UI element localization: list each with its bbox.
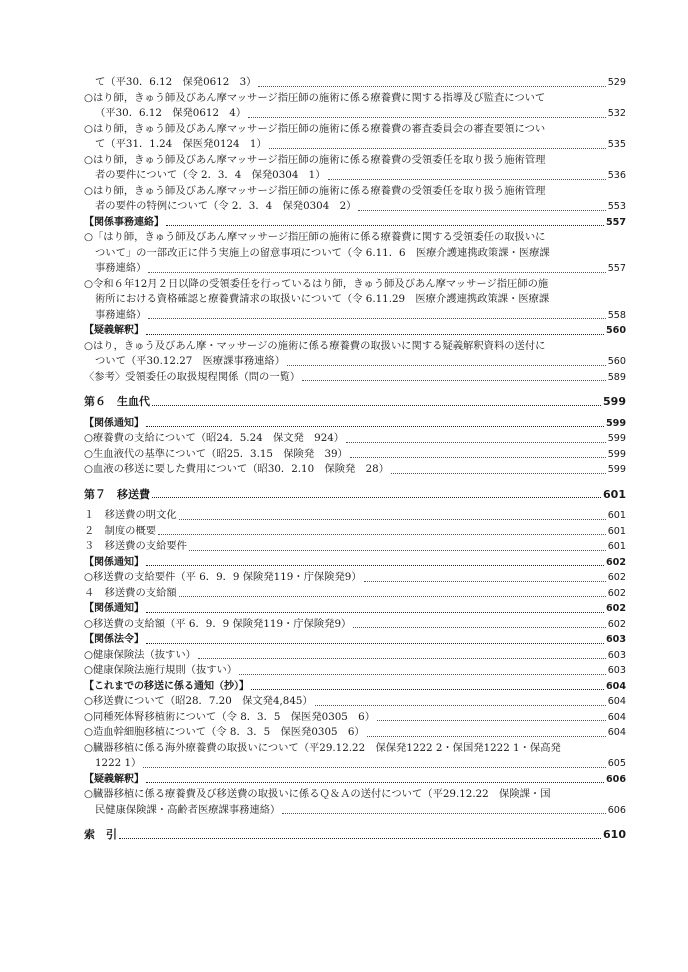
dot-leader: [315, 705, 606, 706]
toc-entry-text: 者の要件について（令 2．3．4 保発0304 1）: [95, 169, 326, 181]
toc-entry-text: ○臓器移植に係る療養費及び移送費の取扱いに係るＱ＆Ａの送付について（平29.12.22 保険課・国: [84, 788, 551, 800]
toc-entry-line: [84, 539, 626, 555]
toc-chapter-heading: [84, 487, 626, 503]
toc-entry: [84, 586, 626, 602]
toc-entry-line: [84, 261, 626, 277]
toc-entry-line: [84, 772, 626, 788]
toc-section-label: [84, 323, 626, 339]
toc-entry: [84, 431, 626, 447]
toc-entry-text: 事務連絡）: [95, 262, 147, 274]
toc-page-number: 602: [607, 587, 626, 599]
dot-leader: [146, 612, 604, 613]
toc-entry-text: 民健康保険課・高齢者医療課事務連絡）: [95, 803, 281, 816]
toc-entry-text: ○造血幹細胞移植について（令 8．3．5 保医発0305 6）: [84, 726, 365, 738]
toc-entry-line: [84, 215, 626, 231]
toc-entry-text: 【関係法令】: [84, 634, 144, 645]
toc-entry-text: ○臓器移植に係る海外療養費の取扱いについて（平29.12.22 保保発1222 2・保国発1222 1・保高発: [84, 741, 561, 754]
toc-entry-text: 【疑義解釈】: [84, 325, 144, 336]
toc-entry-line: [84, 323, 626, 339]
toc-entry-text: 【関係通知】: [84, 556, 144, 568]
toc-entry-line: [84, 354, 626, 370]
dot-leader: [353, 627, 605, 628]
dot-leader: [377, 720, 606, 721]
dot-leader: [179, 519, 606, 520]
dot-leader: [350, 457, 606, 458]
toc-entry: [84, 539, 626, 555]
toc-page-number: 605: [607, 758, 626, 769]
toc-section-label: [84, 679, 626, 695]
toc-entry-text: ２ 制度の概要: [84, 524, 157, 537]
toc-entry-text: 【関係通知】: [84, 603, 144, 614]
toc-page-number: 603: [607, 665, 626, 676]
toc-entry-line: [84, 230, 626, 246]
toc-entry-line: [84, 292, 626, 308]
toc-entry-line: [84, 648, 626, 664]
toc-entry: [84, 339, 626, 370]
toc-entry: [84, 447, 626, 463]
toc-entry-text: （平30．6.12 保発0612 4）: [95, 107, 247, 119]
toc-entry-line: [84, 570, 626, 586]
toc-section-label: [84, 555, 626, 571]
dot-leader: [198, 658, 606, 659]
toc-entry-text: ○はり師，きゅう師及びあん摩マッサージ指圧師の施術に係る療養費の審査委員会の審査要領につい: [84, 122, 546, 135]
dot-leader: [146, 334, 604, 335]
toc-section-label: [84, 601, 626, 617]
toc-entry-line: [84, 168, 626, 184]
toc-entry-text: ○はり師，きゅう師及びあん摩マッサージ指圧師の施術に係る療養費の受領委任を取り扱う施術管理: [84, 153, 546, 166]
toc-page-number: 602: [605, 556, 626, 568]
dot-leader: [282, 813, 605, 814]
toc-entry: [84, 153, 626, 184]
toc-entry-text: 【関係事務連絡】: [84, 216, 164, 228]
dot-leader: [152, 497, 601, 498]
dot-leader: [158, 534, 606, 535]
toc-page-number: 602: [607, 618, 626, 630]
toc-entry-line: [84, 199, 626, 215]
toc-entry-text: ○血液の移送に要した費用について（昭30．2.10 保険発 28）: [84, 463, 390, 475]
toc-entry-text: 索 引: [84, 828, 117, 841]
toc-page-number: 604: [607, 711, 626, 723]
toc-page-number: 599: [607, 448, 626, 460]
toc-entry-line: [84, 184, 626, 200]
dot-leader: [358, 210, 605, 211]
toc-entry-line: [84, 524, 626, 540]
toc-entry-text: 術所における資格確認と療養費請求の取扱いについて（令 6.11.29 医療介護連携政策課・医療課: [95, 293, 550, 305]
toc-entry-text: て（平31．1.24 保医発0124 1）: [95, 138, 267, 150]
dot-leader: [179, 596, 606, 597]
dot-leader: [364, 581, 606, 582]
toc-entry-text: ３ 移送費の支給要件: [84, 540, 187, 552]
toc-entry: [84, 75, 626, 91]
toc-section-label: [84, 772, 626, 788]
dot-leader: [302, 380, 605, 381]
toc-entry-line: [84, 394, 626, 410]
toc-entry-text: ○健康保険法施行規則（抜すい）: [84, 664, 238, 676]
dot-leader: [189, 550, 606, 551]
toc-entry: [84, 787, 626, 818]
toc-entry-line: [84, 694, 626, 710]
toc-entry: [84, 91, 626, 122]
toc-page-number: 604: [607, 727, 626, 738]
dot-leader: [146, 565, 604, 566]
toc-page-number: 601: [607, 525, 626, 537]
toc-entry-line: [84, 416, 626, 432]
toc-entry-line: [84, 462, 626, 478]
toc-chapter-heading: [84, 827, 626, 843]
toc-entry: [84, 570, 626, 586]
toc-entry: [84, 524, 626, 540]
toc-section-label: [84, 632, 626, 648]
toc-entry: [84, 694, 626, 710]
toc-page-number: 560: [607, 356, 626, 367]
toc-entry-text: ○はり師，きゅう師及びあん摩マッサージ指圧師の施術に係る療養費の受領委任を取り扱う施術管理: [84, 184, 546, 197]
toc-page-number: 532: [607, 108, 626, 119]
toc-entry-line: [84, 277, 626, 293]
toc-page-number: 529: [607, 77, 626, 88]
toc-entry: [84, 370, 626, 386]
toc-entry-text: ○移送費の支給額（平 6．9．9 保険発119・庁保険発9）: [84, 617, 352, 630]
dot-leader: [143, 767, 605, 768]
toc-entry-line: [84, 741, 626, 757]
toc-entry-text: 第６ 生血代: [84, 395, 150, 408]
toc-entry-text: 第７ 移送費: [84, 487, 150, 501]
toc-entry-text: ついて」の一部改正に伴う実施上の留意事項について（令 6.11．6 医療介護連携政策課・医療課: [95, 246, 550, 259]
toc-page-number: 599: [605, 417, 626, 429]
toc-entry-line: [84, 827, 626, 843]
toc-entry-line: [84, 617, 626, 633]
toc-entry-text: 【疑義解釈】: [84, 773, 144, 785]
toc-page-number: 535: [607, 139, 626, 150]
toc-entry-text: 【これまでの移送に係る通知（抄）】: [84, 680, 249, 692]
dot-leader: [148, 272, 605, 273]
toc-entry-line: [84, 487, 626, 503]
toc-page-number: 602: [607, 572, 626, 583]
dot-leader: [248, 117, 606, 118]
toc-page-number: 604: [605, 680, 626, 692]
toc-entry-text: ４ 移送費の支給額: [84, 586, 177, 599]
dot-leader: [239, 674, 606, 675]
toc-entry: [84, 230, 626, 277]
toc-entry: [84, 462, 626, 478]
dot-leader: [146, 426, 604, 427]
dot-leader: [251, 689, 604, 690]
toc-entry-line: [84, 137, 626, 153]
toc-page-number: 606: [607, 804, 626, 816]
toc-entry-text: ○移送費の支給要件（平 6．9．9 保険発119・庁保険発9）: [84, 571, 362, 583]
toc-entry-text: ○はり師，きゅう師及びあん摩マッサージ指圧師の施術に係る療養費に関する指導及び監査について: [84, 91, 546, 104]
toc-entry-line: [84, 787, 626, 803]
toc-page-number: 557: [607, 263, 626, 274]
toc-entry-line: [84, 586, 626, 602]
toc-entry: [84, 184, 626, 215]
dot-leader: [367, 736, 606, 737]
toc-entry: [84, 508, 626, 524]
dot-leader: [346, 442, 606, 443]
toc-entry-line: [84, 710, 626, 726]
toc-entry: [84, 122, 626, 153]
toc-entry-line: [84, 555, 626, 571]
dot-leader: [391, 473, 606, 474]
toc-entry-text: ○はり，きゅう及びあん摩・マッサージの施術に係る療養費の取扱いに関する疑義解釈資料の送付に: [84, 339, 546, 352]
toc-entry-line: [84, 803, 626, 819]
dot-leader: [146, 782, 604, 783]
toc-entry-text: １ 移送費の明文化: [84, 509, 177, 521]
toc-page-number: 589: [607, 371, 626, 383]
toc-page: [84, 75, 626, 849]
toc-page-number: 601: [607, 541, 626, 552]
dot-leader: [269, 148, 606, 149]
toc-section-label: [84, 215, 626, 231]
toc-entry-text: ○移送費について（昭28．7.20 保文発4,845）: [84, 695, 313, 707]
toc-entry-line: [84, 725, 626, 741]
dot-leader: [152, 405, 601, 406]
toc-entry-text: ○健康保険法（抜すい）: [84, 648, 196, 661]
toc-page-number: 536: [607, 170, 626, 181]
toc-page-number: 558: [607, 309, 626, 321]
toc-entry-line: [84, 106, 626, 122]
toc-entry-text: ○生血液代の基準について（昭25．3.15 保険発 39）: [84, 447, 348, 460]
toc-entry-line: [84, 75, 626, 91]
toc-entry-line: [84, 601, 626, 617]
dot-leader: [148, 318, 605, 319]
toc-entry-line: [84, 308, 626, 324]
toc-page-number: 603: [605, 634, 626, 645]
toc-entry-line: [84, 756, 626, 772]
toc-entry-text: 者の要件の特例について（令 2．3．4 保発0304 2）: [95, 200, 357, 212]
toc-page-number: 602: [605, 603, 626, 614]
dot-leader: [258, 86, 605, 87]
toc-page-number: 606: [605, 773, 626, 785]
dot-leader: [119, 838, 601, 839]
toc-page-number: 603: [607, 649, 626, 661]
toc-entry-line: [84, 431, 626, 447]
toc-page-number: 599: [603, 395, 626, 408]
toc-entry-line: [84, 339, 626, 355]
toc-entry-text: 1222 1）: [95, 757, 142, 769]
toc-entry-text: ○同種死体腎移植術について（令 8．3．5 保医発0305 6）: [84, 710, 375, 723]
toc-entry-line: [84, 632, 626, 648]
toc-entry-text: 事務連絡）: [95, 308, 147, 321]
toc-entry-line: [84, 153, 626, 169]
toc-section-label: [84, 416, 626, 432]
toc-page-number: 553: [607, 201, 626, 212]
toc-page-number: 560: [605, 325, 626, 336]
toc-page-number: 601: [603, 487, 626, 501]
toc-entry-line: [84, 370, 626, 386]
toc-entry-line: [84, 447, 626, 463]
dot-leader: [287, 365, 606, 366]
toc-entry-text: ○令和６年12月２日以降の受領委任を行っているはり師，きゅう師及びあん摩マッサージ指圧師の施: [84, 277, 549, 290]
toc-entry-line: [84, 122, 626, 138]
toc-entry: [84, 617, 626, 633]
toc-chapter-heading: [84, 394, 626, 410]
toc-entry-line: [84, 246, 626, 262]
toc-entry-line: [84, 679, 626, 695]
toc-entry: [84, 648, 626, 664]
toc-entry-text: て（平30．6.12 保発0612 3）: [95, 76, 257, 88]
toc-entry-text: ○療養費の支給について（昭24．5.24 保文発 924）: [84, 432, 345, 444]
dot-leader: [328, 179, 606, 180]
toc-entry: [84, 725, 626, 741]
toc-entry-text: 【関係通知】: [84, 417, 144, 429]
toc-page-number: 604: [607, 696, 626, 707]
dot-leader: [146, 643, 604, 644]
toc-entry-text: ○「はり師，きゅう師及びあん摩マッサージ指圧師の施術に係る療養費に関する受領委任の取扱いに: [84, 231, 546, 243]
toc-page-number: 599: [607, 433, 626, 444]
toc-page-number: 557: [605, 216, 626, 228]
toc-entry: [84, 277, 626, 324]
toc-page-number: 610: [603, 828, 626, 841]
toc-page-number: 599: [607, 464, 626, 475]
toc-entry: [84, 710, 626, 726]
toc-entry-line: [84, 508, 626, 524]
toc-entry: [84, 741, 626, 772]
dot-leader: [166, 225, 604, 226]
toc-entry-text: ついて（平30.12.27 医療課事務連絡）: [95, 355, 286, 367]
toc-entry-line: [84, 663, 626, 679]
toc-entry-line: [84, 91, 626, 107]
toc-page-number: 601: [607, 510, 626, 521]
toc-entry-text: 〈参考〉受領委任の取扱規程関係（問の一覧）: [84, 370, 301, 383]
toc-entry: [84, 663, 626, 679]
